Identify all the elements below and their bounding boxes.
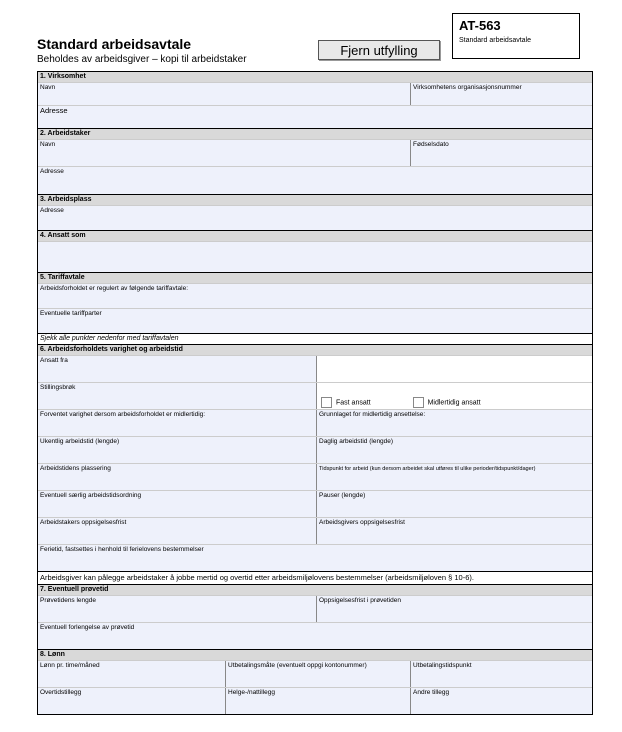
- hours-placement-field[interactable]: [38, 464, 316, 490]
- hours-placement-label: Arbeidstidens plassering: [40, 465, 111, 472]
- payment-method-field[interactable]: [225, 661, 410, 687]
- wage-field[interactable]: [38, 661, 225, 687]
- company-name-field[interactable]: [38, 83, 410, 105]
- collective-agreement-field[interactable]: [38, 284, 592, 308]
- temporary-label: Midlertidig ansatt: [427, 399, 481, 407]
- weekly-hours-field[interactable]: [38, 437, 316, 463]
- daily-hours-label: Daglig arbeidstid (lengde): [319, 438, 394, 445]
- breaks-label: Pauser (lengde): [319, 492, 366, 499]
- clear-form-button[interactable]: Fjern utfylling: [318, 40, 440, 60]
- employer-notice-label: Arbeidsgivers oppsigelsesfrist: [319, 519, 405, 526]
- other-supplements-field[interactable]: [410, 688, 592, 714]
- trial-length-field[interactable]: [38, 596, 316, 622]
- employee-birthdate-field[interactable]: [410, 140, 592, 166]
- time-for-work-field[interactable]: [316, 464, 592, 490]
- wage-label: Lønn pr. time/måned: [40, 662, 100, 669]
- employee-address-label: Adresse: [40, 168, 64, 175]
- form-code-box: [452, 13, 580, 59]
- section-5-header: 5. Tariffavtale: [38, 272, 592, 283]
- time-for-work-label: Tidspunkt for arbeid (kun dersom arbeidet skal utføres til ulike perioder/tidspunkt/dager): [319, 466, 536, 472]
- company-orgnr-field[interactable]: [410, 83, 592, 105]
- permanent-label: Fast ansatt: [336, 399, 371, 407]
- holiday-field[interactable]: [38, 545, 592, 571]
- trial-length-label: Prøvetidens lengde: [40, 597, 97, 604]
- company-name-label: Navn: [40, 84, 56, 91]
- overtime-note: Arbeidsgiver kan pålegge arbeidstaker å jobbe mertid og overtid etter arbeidsmiljølovens bestemmelser (arbeidsmiljøloven § 10-6).: [38, 571, 592, 584]
- start-date-label: Ansatt fra: [40, 357, 68, 364]
- daily-hours-field[interactable]: [316, 437, 592, 463]
- employee-address-field[interactable]: [38, 167, 592, 194]
- other-supplements-label: Andre tillegg: [413, 689, 450, 696]
- start-date-blank: [316, 356, 592, 382]
- expected-duration-label: Forventet varighet dersom arbeidsforholdet er midlertidig:: [40, 411, 206, 418]
- payment-time-label: Utbetalingstidspunkt: [413, 662, 472, 669]
- position-fraction-label: Stillingsbrøk: [40, 384, 76, 391]
- expected-duration-field[interactable]: [38, 410, 316, 436]
- payment-method-label: Utbetalingsmåte (eventuelt oppgi kontonummer): [228, 662, 367, 669]
- employee-notice-label: Arbeidstakers oppsigelsesfrist: [40, 519, 127, 526]
- tariff-check-note: Sjekk alle punkter nedenfor med tariffavtalen: [38, 333, 592, 344]
- trial-extension-label: Eventuell forlengelse av prøvetid: [40, 624, 135, 631]
- section-4-header: 4. Ansatt som: [38, 230, 592, 241]
- collective-agreement-label: Arbeidsforholdet er regulert av følgende tariffavtale:: [40, 285, 189, 292]
- holiday-night-supplement-field[interactable]: [225, 688, 410, 714]
- employee-notice-field[interactable]: [38, 518, 316, 544]
- agreement-parties-field[interactable]: [38, 309, 592, 333]
- payment-time-field[interactable]: [410, 661, 592, 687]
- employee-birthdate-label: Fødselsdato: [413, 141, 449, 148]
- temp-basis-label: Grunnlaget for midlertidig ansettelse:: [319, 411, 426, 418]
- trial-notice-field[interactable]: [316, 596, 592, 622]
- section-6-header: 6. Arbeidsforholdets varighet og arbeidstid: [38, 344, 592, 355]
- form-code: AT-563: [459, 18, 501, 33]
- company-address-label: Adresse: [40, 106, 68, 115]
- position-field[interactable]: [38, 242, 592, 272]
- employment-contract-form: [37, 71, 593, 715]
- temporary-checkbox[interactable]: [413, 397, 424, 408]
- section-7-header: 7. Eventuell prøvetid: [38, 584, 592, 595]
- holiday-label: Ferietid, fastsettes i henhold til ferielovens bestemmelser: [40, 546, 204, 553]
- section-3-header: 3. Arbeidsplass: [38, 194, 592, 205]
- overtime-supplement-label: Overtidstillegg: [40, 689, 82, 696]
- section-8-header: 8. Lønn: [38, 649, 592, 660]
- agreement-parties-label: Eventuelle tariffparter: [40, 310, 102, 317]
- company-address-field[interactable]: [38, 106, 592, 128]
- employee-name-field[interactable]: [38, 140, 410, 166]
- trial-extension-field[interactable]: [38, 623, 592, 649]
- page-subtitle: Beholdes av arbeidsgiver – kopi til arbeidstaker: [37, 54, 247, 65]
- page-title: Standard arbeidsavtale: [37, 36, 192, 52]
- employment-type-group: [316, 383, 592, 409]
- weekly-hours-label: Ukentlig arbeidstid (lengde): [40, 438, 120, 445]
- trial-notice-label: Oppsigelsesfrist i prøvetiden: [319, 597, 402, 604]
- workplace-address-label: Adresse: [40, 207, 64, 214]
- holiday-night-supplement-label: Helge-/nattillegg: [228, 689, 275, 696]
- section-1-header: 1. Virksomhet: [38, 72, 592, 82]
- special-arrangement-field[interactable]: [38, 491, 316, 517]
- position-fraction-field[interactable]: [38, 383, 316, 409]
- special-arrangement-label: Eventuell særlig arbeidstidsordning: [40, 492, 142, 499]
- section-2-header: 2. Arbeidstaker: [38, 128, 592, 139]
- employment-type-checks: [321, 397, 481, 408]
- temp-basis-field[interactable]: [316, 410, 592, 436]
- overtime-supplement-field[interactable]: [38, 688, 225, 714]
- workplace-address-field[interactable]: [38, 206, 592, 230]
- permanent-checkbox[interactable]: [321, 397, 332, 408]
- employer-notice-field[interactable]: [316, 518, 592, 544]
- form-code-description: Standard arbeidsavtale: [459, 37, 531, 44]
- company-orgnr-label: Virksomhetens organisasjonsnummer: [413, 84, 522, 91]
- breaks-field[interactable]: [316, 491, 592, 517]
- start-date-field[interactable]: [38, 356, 316, 382]
- employee-name-label: Navn: [40, 141, 56, 148]
